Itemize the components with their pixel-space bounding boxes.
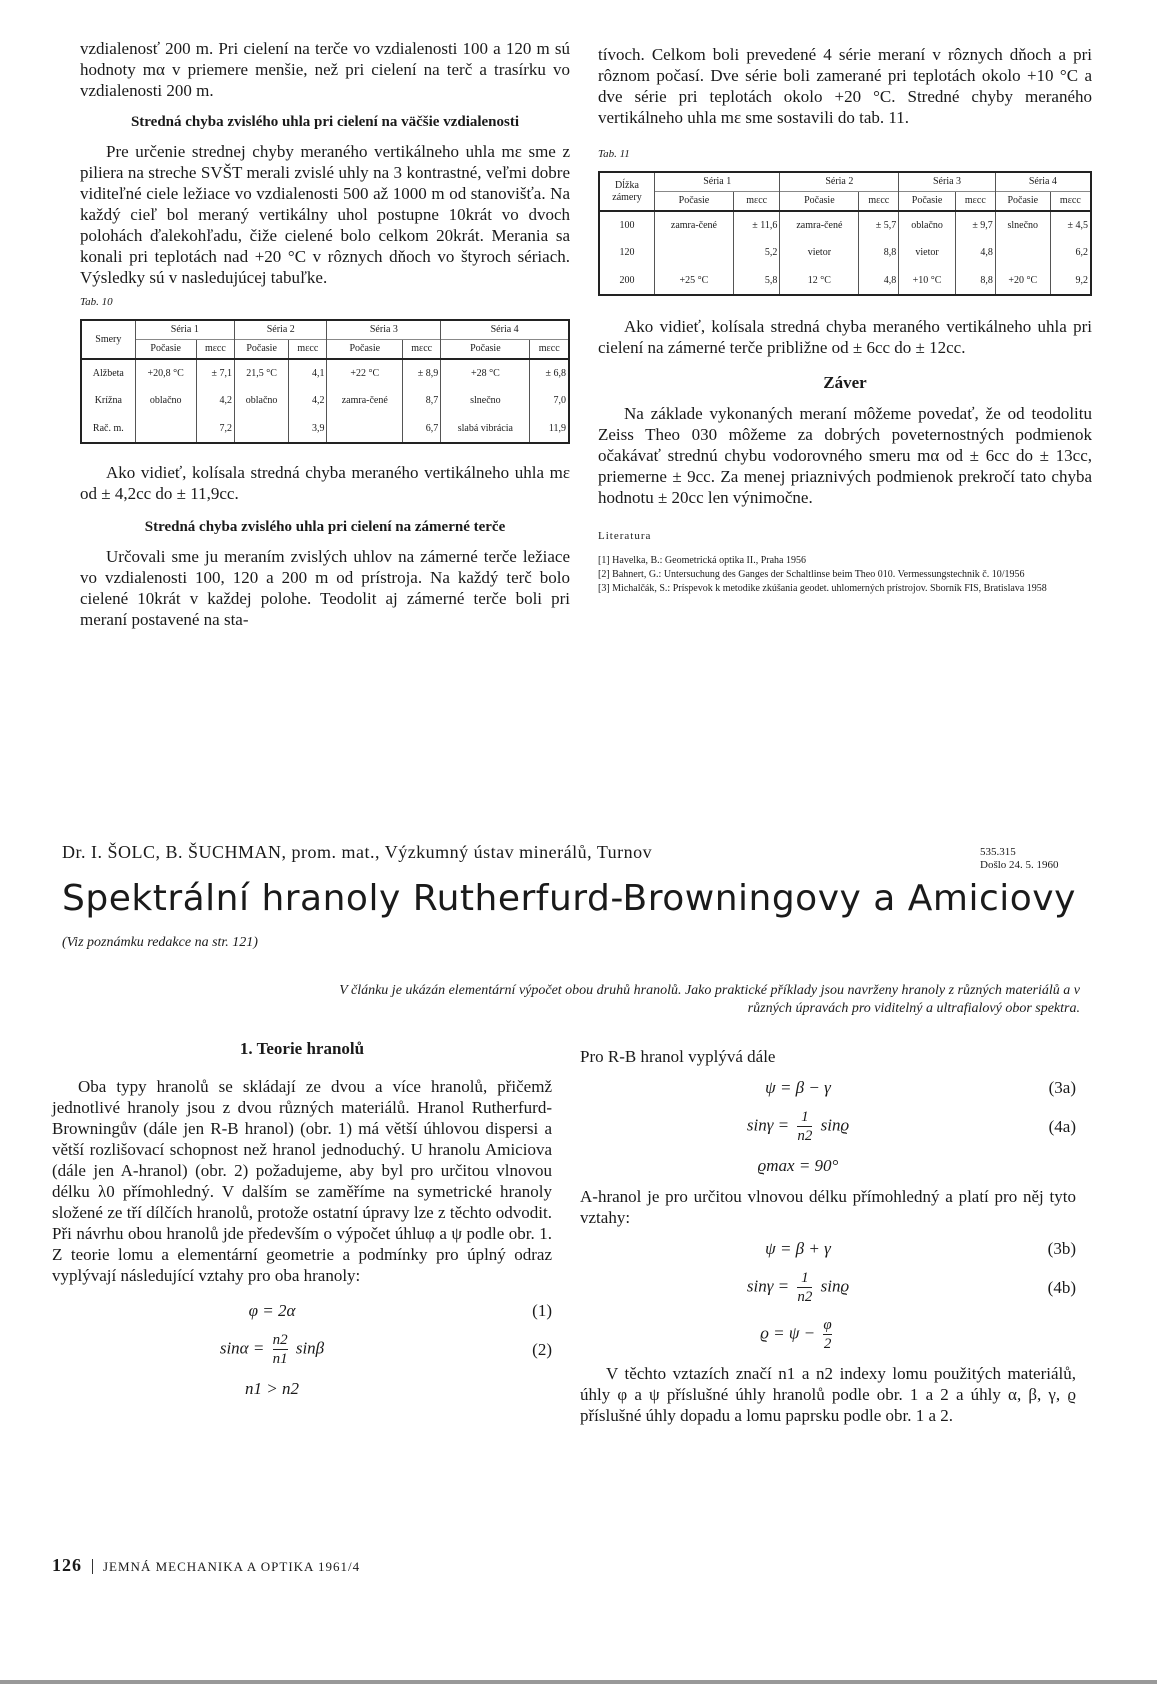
- table-cell: zamra-čené: [780, 211, 859, 239]
- journal-name: JEMNÁ MECHANIKA A OPTIKA 1961/4: [92, 1559, 360, 1574]
- article-authors: Dr. I. ŠOLC, B. ŠUCHMAN, prom. mat., Výzkumný ústav minerálů, Turnov: [62, 842, 653, 862]
- table-cell: ± 5,7: [859, 211, 899, 239]
- table-row: [81, 415, 569, 443]
- table-10: [80, 319, 570, 444]
- table-subheader: mεcc: [733, 192, 780, 212]
- article-title: Spektrální hranoly Rutherfurd-Browningovy a Amiciovy: [62, 878, 1076, 919]
- table-cell: 4,2: [289, 387, 327, 415]
- equation-4b: [580, 1269, 1076, 1306]
- table-cell: oblačno: [235, 387, 289, 415]
- table-subheader: Počasie: [995, 192, 1050, 212]
- denominator: n1: [272, 1351, 288, 1367]
- table-caption: Tab. 10: [80, 296, 113, 308]
- right-column-top: [598, 44, 1092, 595]
- equation-lhs: ϱ = ψ −: [760, 1323, 816, 1343]
- table-cell: 4,2: [196, 387, 234, 415]
- equation-rho-max: [580, 1155, 1076, 1176]
- table-cell: +22 °C: [327, 359, 403, 387]
- table-cell: +28 °C: [441, 359, 530, 387]
- equation-rhs: sinβ: [295, 1338, 325, 1358]
- table-subheader: mεcc: [530, 340, 569, 360]
- fraction: [797, 1108, 812, 1145]
- table-cell: [995, 239, 1050, 267]
- table-rowhead: Dĺžka zámery: [612, 179, 642, 203]
- numerator: 1: [797, 1108, 812, 1127]
- table-cell: ± 6,8: [530, 359, 569, 387]
- table-cell: 4,8: [955, 239, 995, 267]
- equation-body: ϱmax = 90°: [757, 1156, 839, 1175]
- left-column-top: [80, 38, 570, 630]
- table-cell: [235, 415, 289, 443]
- paragraph: Ako vidieť, kolísala stredná chyba meraného vertikálneho uhla pri cielení na zámerné terče približne od ± 6cc do ± 12cc.: [598, 317, 1092, 357]
- article-right-column: [580, 1046, 1076, 1426]
- paragraph: V těchto vztazích značí n1 a n2 indexy lomu použitých materiálů, úhly φ a ψ příslušné úhly hranolů podle obr. 1 a 2 a úhly α, β, γ, ϱ příslušné úhly dopadu a lomu paprsku podle obr. 1 a 2.: [580, 1364, 1076, 1425]
- page-number: 126: [52, 1555, 82, 1575]
- equation-body: [580, 1108, 1016, 1145]
- table-cell: zamra-čené: [327, 387, 403, 415]
- equation-number: (4a): [1048, 1117, 1076, 1136]
- table-subheader: mεcc: [403, 340, 441, 360]
- equation-lhs: sinγ =: [746, 1276, 790, 1296]
- table-cell: vietor: [899, 239, 956, 267]
- fraction: [823, 1316, 831, 1353]
- table-subheader: mεcc: [196, 340, 234, 360]
- table-cell: ± 8,9: [403, 359, 441, 387]
- table-subheader: mεcc: [289, 340, 327, 360]
- table-cell: [135, 415, 196, 443]
- table-cell: 9,2: [1050, 267, 1091, 295]
- table-subheader: mεcc: [859, 192, 899, 212]
- equation-body: n1 > n2: [245, 1379, 299, 1398]
- reference-item: [1] Havelka, B.: Geometrická optika II., Praha 1956: [598, 555, 806, 566]
- table-cell: 6,7: [403, 415, 441, 443]
- table-cell: 7,0: [530, 387, 569, 415]
- table-cell: vietor: [780, 239, 859, 267]
- table-cell: zamra-čené: [655, 211, 734, 239]
- denominator: n2: [797, 1289, 813, 1305]
- article-udc: [980, 846, 1059, 872]
- table-cell: 21,5 °C: [235, 359, 289, 387]
- table-cell: 5,8: [733, 267, 780, 295]
- table-series-header: Séria 4: [995, 172, 1091, 192]
- numerator: 1: [797, 1269, 812, 1288]
- table-series-header: Séria 3: [327, 320, 441, 340]
- fraction: [797, 1269, 812, 1306]
- table-subheader: Počasie: [655, 192, 734, 212]
- equation-body: φ = 2α: [248, 1301, 296, 1320]
- references-title: Literatura: [598, 530, 652, 542]
- table-cell: 8,7: [403, 387, 441, 415]
- table-cell: +20,8 °C: [135, 359, 196, 387]
- table-row: [81, 387, 569, 415]
- table-series-header: Séria 1: [655, 172, 780, 192]
- table-caption: Tab. 11: [598, 148, 630, 160]
- table-subheader: mεcc: [955, 192, 995, 212]
- paragraph: Na základe vykonaných meraní môžeme povedať, že od teodolitu Zeiss Theo 030 môžeme za dobrých poveternostných podmienok očakávať strednú chybu vodorovného smeru mα od ± 6cc do ± 13cc, priemerne ± 9cc. Za menej priaznivých podmienok prekročí tato chyba hodnotu ± 20cc len výnimočne.: [598, 404, 1092, 507]
- table-cell: [327, 415, 403, 443]
- table-cell: ± 9,7: [955, 211, 995, 239]
- table-subheader: Počasie: [327, 340, 403, 360]
- denominator: n2: [797, 1128, 813, 1144]
- equation-3a: [580, 1077, 1076, 1098]
- paragraph: tívoch. Celkom boli prevedené 4 série meraní v rôznych dňoch a pri rôznom počasí. Dve série boli zamerané pri teplotách okolo +10 °C a dve série pri teplotách okolo +20 °C. Stredné chyby meraného vertikálneho uhla mε sme sostavili do tab. 11.: [598, 45, 1092, 127]
- table-cell: 12 °C: [780, 267, 859, 295]
- equation-number: (1): [532, 1301, 552, 1320]
- reference-item: [2] Bahnert, G.: Untersuchung des Ganges der Schaltlinse beim Theo 010. Vermessungstechnik č. 10/1956: [598, 569, 1025, 580]
- page-footer: [52, 1555, 360, 1576]
- table-cell: ± 4,5: [1050, 211, 1091, 239]
- section-heading: 1. Teorie hranolů: [239, 1039, 365, 1058]
- table-series-header: Séria 2: [235, 320, 327, 340]
- equation-lhs: sinγ =: [746, 1115, 790, 1135]
- paragraph: Oba typy hranolů se skládají ze dvou a více hranolů, přičemž jednotlivé hranoly jsou z dvou různých materiálů. Hranol Rutherfurd-Browningův (dále jen R-B hranol) (obr. 1) má větší úhlovou dispersi a větší rozlišovací schopnost než hranol jednoduchý. U hranolu Amiciova (dále jen A-hranol) (obr. 2) požadujeme, aby byl pro určitou vlnovou délku λ0 přímohledný. V dalším se zaměříme na symetrické hranoly složené ze tří dílčích hranolů, protože ostatní úpravy lze z těchto odvodit. Při návrhu obou hranolů jde především o výpočet úhluφ a ψ podle obr. 1. Z teorie lomu a elementární geometrie a podmínky pro úplný odraz vyplývají následující vztahy pro oba hranoly:: [52, 1077, 552, 1285]
- reference-item: [3] Michalčák, S.: Príspevok k metodike zkúšania geodet. uhlomerných prístrojov. Sborník FIS, Bratislava 1958: [598, 583, 1047, 594]
- table-cell: ± 11,6: [733, 211, 780, 239]
- table-cell: slnečno: [441, 387, 530, 415]
- table-subheader: Počasie: [135, 340, 196, 360]
- table-row: [599, 211, 1091, 239]
- table-series-header: Séria 3: [899, 172, 996, 192]
- equation-body: ψ = β + γ: [765, 1239, 831, 1258]
- table-series-header: Séria 2: [780, 172, 899, 192]
- table-cell: 120: [619, 247, 635, 258]
- table-cell: 100: [619, 219, 635, 231]
- equation-body: ψ = β − γ: [765, 1078, 831, 1097]
- table-cell: +20 °C: [995, 267, 1050, 295]
- table-11: [598, 171, 1092, 296]
- table-subheader: Počasie: [235, 340, 289, 360]
- fraction: [273, 1331, 288, 1368]
- table-cell: 6,2: [1050, 239, 1091, 267]
- table-subheader: mεcc: [1050, 192, 1091, 212]
- table-series-header: Séria 1: [135, 320, 234, 340]
- equation-inequality: [52, 1378, 552, 1399]
- table-cell: Alžbeta: [92, 367, 124, 379]
- table-cell: 8,8: [955, 267, 995, 295]
- equation-body: [580, 1269, 1016, 1306]
- table-cell: 5,2: [733, 239, 780, 267]
- article-abstract: V článku je ukázán elementární výpočet obou druhů hranolů. Jako praktické příklady jsou navrženy hranoly z různých materiálů a v různých úpravách pro viditelný a ultrafialový obor spektra.: [339, 983, 1080, 1016]
- udc-code: 535.315: [980, 846, 1016, 858]
- table-subheader: Počasie: [441, 340, 530, 360]
- denominator: 2: [823, 1336, 832, 1352]
- table-row: [599, 267, 1091, 295]
- page-bottom-rule: [0, 1680, 1157, 1684]
- paragraph: Ako vidieť, kolísala stredná chyba meraného vertikálneho uhla mε od ± 4,2cc do ± 11,9cc.: [80, 463, 570, 503]
- table-row: [599, 239, 1091, 267]
- table-cell: 4,1: [289, 359, 327, 387]
- table-cell: +10 °C: [899, 267, 956, 295]
- equation-3b: [580, 1238, 1076, 1259]
- table-cell: oblačno: [899, 211, 956, 239]
- paragraph: A-hranol je pro určitou vlnovou délku přímohledný a platí pro něj tyto vztahy:: [580, 1187, 1076, 1227]
- equation-5: [580, 1316, 1076, 1353]
- table-cell: +25 °C: [655, 267, 734, 295]
- paragraph: vzdialenosť 200 m. Pri cielení na terče vo vzdialenosti 100 a 120 m sú hodnoty mα v priemere menšie, než pri cielení na terč a trasírku vo vzdialenosti 200 m.: [80, 39, 570, 100]
- table-cell: oblačno: [135, 387, 196, 415]
- table-cell: Krížna: [94, 395, 122, 406]
- section-heading: Záver: [823, 373, 867, 392]
- equation-4a: [580, 1108, 1076, 1145]
- equation-body: [580, 1316, 1016, 1353]
- equation-number: (3a): [1048, 1078, 1076, 1097]
- equation-rhs: sinϱ: [820, 1115, 850, 1135]
- editorial-note: (Viz poznámku redakce na str. 121): [62, 935, 258, 950]
- table-cell: ± 7,1: [196, 359, 234, 387]
- equation-2: [52, 1331, 552, 1368]
- equation-rhs: sinϱ: [820, 1276, 850, 1296]
- paragraph: Pro R-B hranol vyplývá dále: [580, 1047, 776, 1066]
- table-series-header: Séria 4: [441, 320, 569, 340]
- table-cell: Rač. m.: [92, 422, 124, 434]
- equation-lhs: sinα =: [219, 1338, 265, 1358]
- equation-number: (3b): [1047, 1239, 1076, 1258]
- section-heading: Stredná chyba zvislého uhla pri cielení na zámerné terče: [144, 519, 506, 535]
- numerator: φ: [823, 1317, 832, 1333]
- received-date: Došlo 24. 5. 1960: [980, 859, 1059, 871]
- table-cell: 3,9: [289, 415, 327, 443]
- table-cell: slnečno: [995, 211, 1050, 239]
- table-cell: 8,8: [859, 239, 899, 267]
- paragraph: Určovali sme ju meraním zvislých uhlov na zámerné terče ležiace vo vzdialenosti 100, 120 a 200 m od prístroja. Na každý terč bolo cielené 10krát v každej polohe. Teodolit aj zámerné terče boli pri meraní postavené na sta-: [80, 547, 570, 629]
- equation-number: (2): [532, 1340, 552, 1359]
- table-cell: 11,9: [530, 415, 569, 443]
- table-subheader: Počasie: [899, 192, 956, 212]
- equation-body: [52, 1331, 492, 1368]
- article-left-column: [52, 1040, 552, 1409]
- table-rowhead: Smery: [95, 333, 122, 345]
- table-cell: [655, 239, 734, 267]
- section-heading: Stredná chyba zvislého uhla pri cielení na väčšie vzdialenosti: [130, 114, 520, 130]
- equation-number: (4b): [1047, 1278, 1076, 1297]
- table-cell: slabá vibrácia: [441, 415, 530, 443]
- table-row: [81, 359, 569, 387]
- numerator: n2: [272, 1332, 288, 1348]
- table-subheader: Počasie: [780, 192, 859, 212]
- table-cell: 7,2: [196, 415, 234, 443]
- paragraph: Pre určenie strednej chyby meraného vertikálneho uhla mε sme z piliera na streche SVŠT merali zvislé uhly na 3 kontrastné, veľmi dobre viditeľné ciele ležiace vo vzdialenosti 500 až 1000 m od stanovišťa. Na každý cieľ bol meraný vertikálny uhol postupne 10krát vo dvoch polohách ďalekohľadu, čiže cielené bolo celkom 20krát. Merania sa konali pri teplotách nad +20 °C v rôznych dňoch vo štyroch sériach. Výsledky sú v nasledujúcej tabuľke.: [80, 142, 570, 287]
- table-cell: 200: [619, 274, 635, 286]
- equation-1: [52, 1300, 552, 1321]
- table-cell: 4,8: [859, 267, 899, 295]
